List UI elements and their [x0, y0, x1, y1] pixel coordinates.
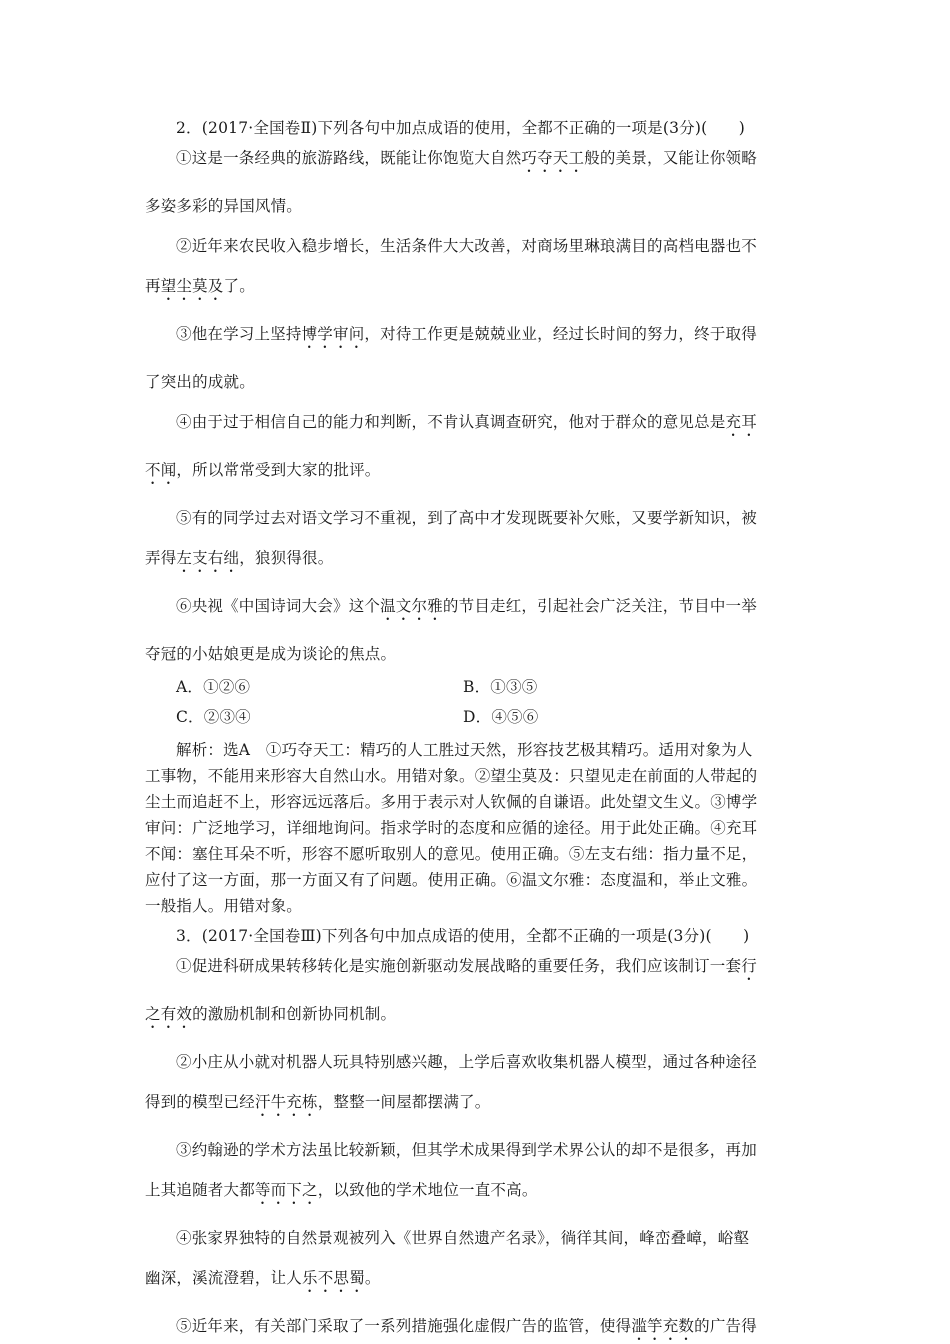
item-label: ④ [176, 1229, 192, 1247]
dotted-idiom: 望尘莫及 [160, 277, 224, 295]
item-label: ② [176, 237, 192, 255]
option-c[interactable]: C．②③④ [176, 708, 251, 726]
dotted-idiom: 之有效 [145, 1005, 193, 1023]
document-page [145, 118, 807, 1344]
q2-analysis: 解析：选A ①巧夺天工：精巧的人工胜过天然，形容技艺极其精巧。适用对象为人 工事物，不能用来形容大自然山水。用错对象。②望尘莫及：只望见走在前面的人带起的 尘土而追赶不上，形容远远落后。多用于表示对人钦佩的自谦语。此处望文生义。③博学 审问：广泛地学习，详细地询问。指求学时的态度和应循的途径。用于此处正确。④充耳 不闻：塞住耳朵不听，形容不愿听取别人的意见。使用正确。⑤左支右绌：指力量不足， 应付了这一方面，那一方面又有了问题。使用正确。⑥温文尔雅：态度温和，举止文雅。 一般指人。用错对象。 [145, 741, 758, 915]
item-label: ⑤ [176, 1317, 192, 1335]
item-label: ④ [176, 413, 192, 431]
item-label: ① [176, 149, 192, 167]
option-b[interactable]: B．①③⑤ [463, 678, 538, 696]
q2-item-3: ③他在学习上坚持博学审问，对待工作更是兢兢业业，经过长时间的努力，终于取得 了突出的成就。 [145, 325, 757, 391]
dotted-idiom: 等而下之 [254, 1181, 318, 1199]
dotted-idiom: 温文尔雅 [380, 597, 443, 615]
option-d[interactable]: D．④⑤⑥ [463, 708, 539, 726]
item-label: ⑥ [176, 597, 192, 615]
q3-item-3: ③约翰逊的学术方法虽比较新颖，但其学术成果得到学术界公认的却不是很多，再加 上其追随者大都等而下之，以致他的学术地位一直不高。 [145, 1141, 757, 1199]
dotted-idiom: 滥竽充数 [631, 1317, 695, 1335]
q2-options-row-2 [145, 707, 807, 727]
dotted-idiom: 乐不思蜀 [302, 1269, 365, 1287]
q2-item-5: ⑤有的同学过去对语文学习不重视，到了高中才发现既要补欠账，又要学新知识，被 弄得左支右绌，狼狈得很。 [145, 509, 757, 567]
q2-item-6: ⑥央视《中国诗词大会》这个温文尔雅的节目走红，引起社会广泛关注，节目中一举 夺冠的小姑娘更是成为谈论的焦点。 [145, 597, 757, 663]
dotted-idiom: 行 [741, 957, 757, 975]
item-label: ③ [176, 1141, 192, 1159]
q3-item-2: ②小庄从小就对机器人玩具特别感兴趣，上学后喜欢收集机器人模型，通过各种途径 得到的模型已经汗牛充栋，整整一间屋都摆满了。 [145, 1053, 757, 1111]
dotted-idiom: 汗牛充栋 [254, 1093, 318, 1111]
dotted-idiom: 充耳 [725, 413, 757, 431]
item-label: ⑤ [176, 509, 192, 527]
q3-item-5: ⑤近年来，有关部门采取了一系列措施强化虚假广告的监管，使得滥竽充数的广告得 [176, 1317, 757, 1335]
dotted-idiom: 左支右绌 [176, 549, 240, 567]
q3-head: 3．(2017·全国卷Ⅲ)下列各句中加点成语的使用，全都不正确的一项是(3分)( ) [176, 927, 750, 945]
q2-item-1: ①这是一条经典的旅游路线，既能让你饱览大自然巧夺天工般的美景，又能让你领略 多姿多彩的异国风情。 [145, 149, 757, 215]
option-a[interactable]: A．①②⑥ [176, 678, 251, 696]
q2-head: 2．(2017·全国卷Ⅱ)下列各句中加点成语的使用，全都不正确的一项是(3分)( ) [176, 119, 746, 137]
dotted-idiom: 不闻 [145, 461, 177, 479]
item-label: ③ [176, 325, 192, 343]
item-label: ① [176, 957, 192, 975]
q2-item-2: ②近年来农民收入稳步增长，生活条件大大改善，对商场里琳琅满目的高档电器也不 再望尘莫及了。 [145, 237, 757, 295]
q2-item-4: ④由于过于相信自己的能力和判断，不肯认真调查研究，他对于群众的意见总是充耳 不闻，所以常常受到大家的批评。 [145, 413, 757, 479]
item-label: ② [176, 1053, 192, 1071]
q3-item-4: ④张家界独特的自然景观被列入《世界自然遗产名录》，徜徉其间，峰峦叠嶂，峪壑 幽深，溪流澄碧，让人乐不思蜀。 [145, 1229, 750, 1287]
q2-options-row-1 [145, 677, 807, 697]
dotted-idiom: 博学审问 [301, 325, 365, 343]
q3-item-1: ①促进科研成果转移转化是实施创新驱动发展战略的重要任务，我们应该制订一套行 之有效的激励机制和创新协同机制。 [145, 957, 757, 1023]
dotted-idiom: 巧夺天工 [521, 149, 585, 167]
